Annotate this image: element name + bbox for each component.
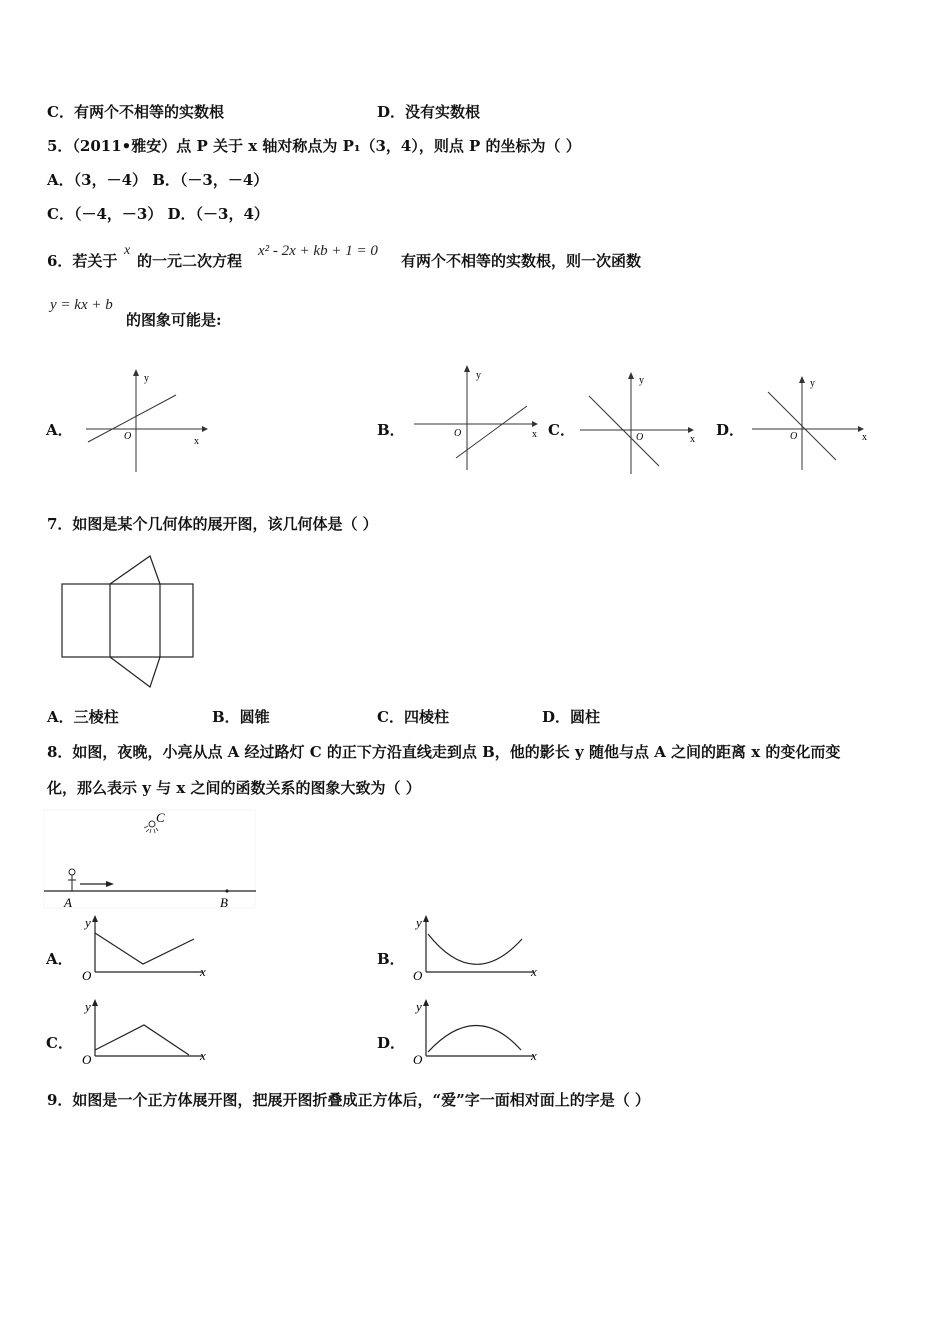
origin-label: O	[82, 968, 92, 983]
q8-stem-line1: 8．如图，夜晚，小亮从点 A 经过路灯 C 的正下方沿直线走到点 B，他的影长 y 随他与点 A 之间的距离 x 的变化而变	[47, 743, 841, 761]
function-line	[88, 395, 176, 442]
y-axis-arrow-icon	[92, 915, 98, 922]
x-axis-arrow-icon	[202, 426, 208, 432]
function-curve	[95, 1025, 189, 1055]
q6-label-d: D．	[716, 421, 745, 439]
net-bottom-triangle	[110, 657, 160, 687]
person-icon	[68, 869, 76, 891]
q8-graph-b	[404, 914, 546, 986]
x-label: x	[531, 964, 537, 979]
y-axis-arrow-icon	[133, 369, 139, 376]
q6-function: y = kx + b	[50, 297, 113, 313]
q5-options-ab: A．（3，－4） B．（－3，－4）	[47, 171, 269, 189]
x-axis-arrow-icon	[688, 427, 694, 433]
y-label: y	[639, 375, 644, 386]
q6-stem-end: 的图象可能是:	[126, 311, 222, 329]
x-label: x	[862, 432, 867, 443]
origin-label: O	[413, 968, 423, 983]
y-label: y	[85, 999, 91, 1014]
y-axis-arrow-icon	[464, 365, 470, 372]
origin-label: O	[82, 1052, 92, 1067]
q6-graph-a	[84, 368, 214, 478]
q8-graph-d	[404, 998, 546, 1070]
q6-label-b: B．	[377, 421, 405, 439]
y-label: y	[85, 915, 91, 930]
origin-label: O	[790, 431, 798, 442]
y-axis-arrow-icon	[423, 915, 429, 922]
y-label: y	[810, 378, 815, 389]
y-label: y	[416, 915, 422, 930]
q4-option-c: C．有两个不相等的实数根	[47, 103, 224, 121]
q8-scene-figure	[44, 810, 259, 910]
q8-label-d: D．	[377, 1034, 406, 1052]
function-line	[589, 396, 659, 466]
q8-label-b: B．	[377, 950, 405, 968]
q6-graph-b	[410, 364, 550, 474]
origin-label: O	[636, 432, 644, 443]
q5-options-cd: C．（－4，－3） D．（－3，4）	[47, 205, 269, 223]
x-label: x	[200, 1048, 206, 1063]
x-label: x	[690, 434, 695, 445]
x-label: x	[532, 429, 537, 440]
q6-stem-prefix: 6．若关于	[47, 252, 118, 270]
q8-label-c: C．	[46, 1034, 73, 1052]
q7-option-a: A．三棱柱	[47, 708, 119, 726]
net-rectangle	[62, 584, 193, 657]
x-label: x	[531, 1048, 537, 1063]
y-axis-arrow-icon	[799, 376, 805, 383]
x-label: x	[194, 436, 199, 447]
function-curve	[95, 933, 194, 964]
y-label: y	[476, 370, 481, 381]
point-a-label: A	[64, 895, 72, 910]
q6-graph-d	[750, 372, 880, 472]
q8-stem-line2: 化，那么表示 y 与 x 之间的函数关系的图象大致为（ ）	[47, 779, 421, 797]
net-top-triangle	[110, 556, 160, 584]
x-label: x	[200, 964, 206, 979]
q7-option-c: C．四棱柱	[377, 708, 449, 726]
q9-stem: 9．如图是一个正方体展开图，把展开图折叠成正方体后，“爱”字一面相对面上的字是（ ）	[47, 1091, 650, 1109]
origin-label: O	[124, 431, 132, 442]
lamp-label-c: C	[156, 810, 165, 825]
q6-label-a: A．	[46, 421, 73, 439]
x-axis-arrow-icon	[532, 421, 538, 427]
q8-label-a: A．	[46, 950, 73, 968]
q6-stem-suffix: 有两个不相等的实数根，则一次函数	[401, 252, 642, 270]
q6-equation: x² - 2x + kb + 1 = 0	[258, 243, 378, 259]
q7-option-b: B．圆锥	[212, 708, 270, 726]
origin-label: O	[454, 428, 462, 439]
y-label: y	[416, 999, 422, 1014]
point-b-label: B	[220, 895, 228, 910]
y-axis-arrow-icon	[423, 999, 429, 1006]
walk-arrow-head-icon	[106, 881, 114, 887]
y-axis-arrow-icon	[92, 999, 98, 1006]
q4-option-d: D．没有实数根	[377, 103, 481, 121]
function-curve	[428, 934, 522, 964]
q6-label-c: C．	[548, 421, 575, 439]
origin-label: O	[413, 1052, 423, 1067]
q6-var-x: x	[124, 243, 131, 258]
function-curve	[428, 1025, 521, 1052]
q8-graph-c	[73, 998, 215, 1070]
y-axis-arrow-icon	[628, 372, 634, 379]
q5-stem: 5．（2011•雅安）点 P 关于 x 轴对称点为 P₁（3，4），则点 P 的坐标为（ ）	[47, 137, 581, 155]
q7-stem: 7．如图是某个几何体的展开图，该几何体是（ ）	[47, 515, 378, 533]
q7-net-figure	[60, 554, 200, 694]
q7-option-d: D．圆柱	[542, 708, 601, 726]
point-b-dot	[225, 889, 228, 892]
q6-graph-c	[580, 370, 710, 480]
q8-graph-a	[73, 914, 215, 986]
y-label: y	[144, 373, 149, 384]
q6-stem-middle: 的一元二次方程	[137, 252, 243, 270]
